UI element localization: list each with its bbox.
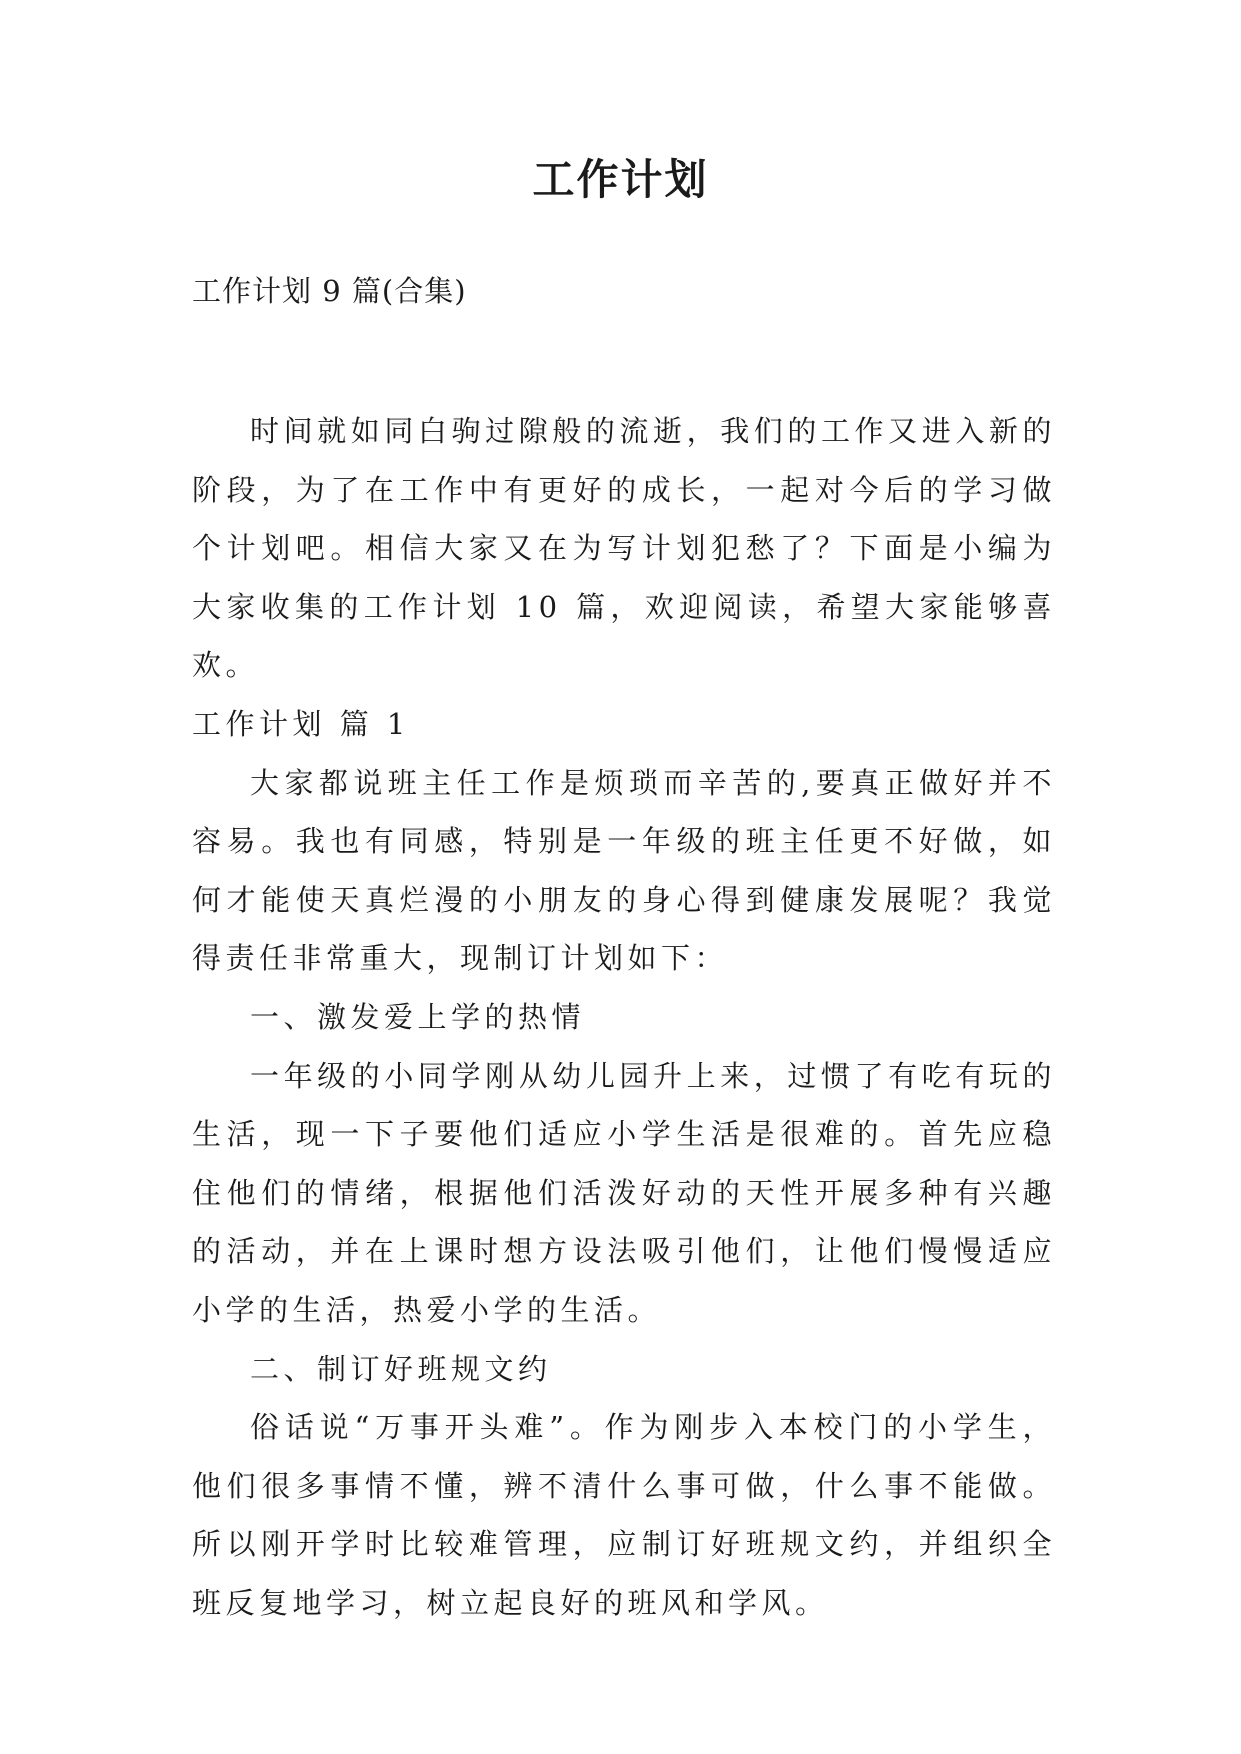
document-title: 工作计划 (532, 155, 709, 204)
document-body (192, 402, 1056, 1632)
document-subtitle: 工作计划 9 篇(合集) (192, 274, 467, 308)
paragraph: 时间就如同白驹过隙般的流逝，我们的工作又进入新的阶段，为了在工作中有更好的成长，一起对今后的学习做个计划吧。相信大家又在为写计划犯愁了？下面是小编为大家收集的工作计划 10 篇，欢迎阅读，希望大家能够喜欢。 (192, 414, 1056, 683)
paragraph: 俗话说“万事开头难”。作为刚步入本校门的小学生，他们很多事情不懂，辨不清什么事可做，什么事不能做。所以刚开学时比较难管理，应制订好班规文约，并组织全班反复地学习，树立起良好的班风和学风。 (192, 1410, 1056, 1620)
section-heading: 工作计划 篇 1 (192, 706, 410, 741)
paragraph: 一年级的小同学刚从幼儿园升上来，过惯了有吃有玩的生活，现一下子要他们适应小学生活是很难的。首先应稳住他们的情绪，根据他们活泼好动的天性开展多种有兴趣的活动，并在上课时想方设法吸引他们，让他们慢慢适应小学的生活，热爱小学的生活。 (192, 1058, 1056, 1327)
subsection-heading: 一、激发爱上学的热情 (250, 999, 586, 1034)
subsection-heading: 二、制订好班规文约 (250, 1351, 552, 1386)
paragraph: 大家都说班主任工作是烦琐而辛苦的,要真正做好并不容易。我也有同感，特别是一年级的班主任更不好做，如何才能使天真烂漫的小朋友的身心得到健康发展呢？我觉得责任非常重大，现制订计划如下： (192, 765, 1056, 976)
